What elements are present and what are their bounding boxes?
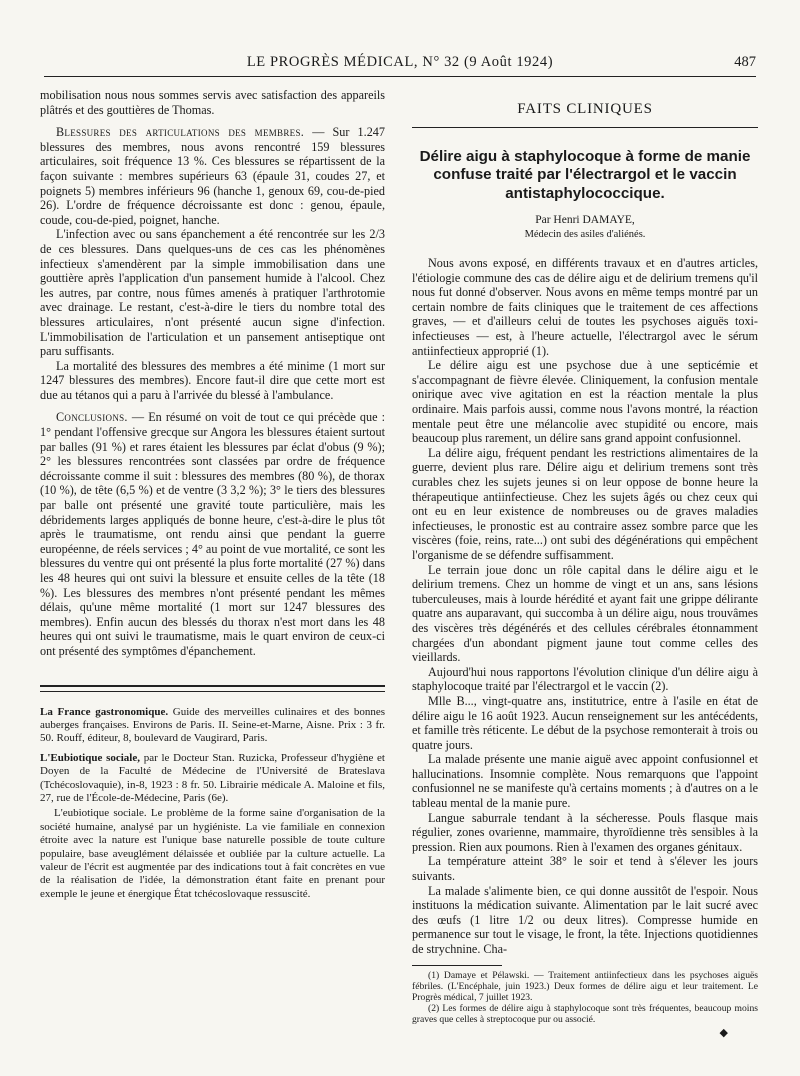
right-column: [412, 88, 758, 1040]
article-paragraph: Mlle B..., vingt-quatre ans, institutrice, entre à l'asile en état de délire aigu le 16 août 1923. Aucun renseignement sur les antécédents, et famille très réticente. Le début de la psychose remonterait à trois ou quatre jours.: [412, 693, 758, 752]
footnotes: [412, 970, 758, 1026]
paragraph-conclusions: Conclusions. — En résumé on voit de tout ce qui précède que : 1° pendant l'offensive grecque sur Angora les blessures étaient surtout par balles (91 %) et rares étaient les blessures par éclat d'obus (9 %); 2° les blessures rencontrées sont classées par ordre de fréquence décroissante comme il suit : blessures des membres (80 %), de thorax (10 %), de tête (6,5 %) et de ventre (3 3,2 %); 3° le tiers des blessures par balle ont présenté une gravité toute particulière, mais les débridements larges appliqués de bonne heure, c'est-à-dire le plus tôt après le traumatisme, ont rendu ainsi que pendant la guerre européenne, de réels services ; 4° au point de vue mortalité, ce sont les blessures du ventre qui ont présenté la plus forte mortalité (27 %) dans les 48 heures qui ont suivi la blessure et ensuite celles de la tête (18 %). Les blessures des membres n'ont présenté pendant les mêmes délais, qu'une même mortalité (1 mort sur 1247 blessures des membres). Enfin aucun des blessés du thorax n'est mort dans les 48 heures qui ont suivi le traumatisme, mais le quart environ de ceux-ci ont présenté des symptômes d'épanchement.: [40, 410, 385, 658]
running-header: [44, 52, 756, 77]
article-paragraph: Nous avons exposé, en différents travaux et en d'autres articles, l'étiologie commune des cas de délire aigu et de delirium tremens qu'il nous fut donné d'observer. Nous avons en même temps montré par un certain nombre de faits cliniques que le traitement de ces affections graves, — et d'ailleurs celui de toutes les psychoses aiguës toxi-infectieuses — est, à l'heure actuelle, l'électrargol avec le sérum antiinfectieux approprié (1).: [412, 256, 758, 358]
section-heading-conclusions: Conclusions.: [56, 410, 128, 425]
article-paragraph: La température atteint 38° le soir et tend à s'élever les jours suivants.: [412, 854, 758, 884]
paragraph-infection: L'infection avec ou sans épanchement a été rencontrée sur les 2/3 de ces blessures. Dans quelques-uns de ces cas les phénomènes infectieux s'amendèrent par la simple immobilisation dans une gouttière après l'application d'un pansement humide à l'alcool. Chez les autres, par contre, nous fûmes amenés à pratiquer l'arthrotomie avec drainage. Le restant, c'est-à-dire le tiers du nombre total des blessures articulaires, n'ont présenté aucun signe d'infection. L'immobilisation de l'articulation et un pansement antiseptique ont paru suffisants.: [40, 227, 385, 359]
author-affiliation: Médecin des asiles d'aliénés.: [524, 229, 646, 241]
footnote-2: (2) Les formes de délire aigu à staphylocoque sont très fréquentes, beaucoup moins graves que celles à streptocoque pur ou associé.: [412, 1003, 758, 1026]
page-number: 487: [734, 54, 756, 70]
paragraph-mobilisation: mobilisation nous nous sommes servis avec satisfaction des appareils plâtrés et des gouttières de Thomas.: [40, 88, 385, 117]
bibliography-section: [40, 706, 385, 902]
footnote-1: (1) Damaye et Pélawski. — Traitement antiinfectieux dans les psychoses aiguës fébriles. (L'Encéphale, juin 1923.) Deux formes de délire aigu et leur traitement. Le Progrès médical, 7 juillet 1923.: [412, 969, 758, 1003]
double-rule-divider: [40, 685, 385, 692]
left-column: [40, 88, 385, 907]
book-notice-eubiotique: L'Eubiotique sociale, par le Docteur Stan. Ruzicka, Professeur d'hygiène et Doyen de la Faculté de Médecine de l'Université de Brateslava (Tchécoslovaquie), in-8, 1923 : 8 fr. 50. Librairie médicale A. Maloine et fils, 27, rue de l'École-de-Médecine, Paris (6e).: [40, 751, 385, 804]
article-paragraph: La malade présente une manie aiguë avec appoint confusionnel et hallucinations. Insomnie complète. Nous remarquons que l'appoint confusionnel ne se manifeste qu'à certains moments ; à d'autres on a le tableau mental de la manie pure.: [412, 752, 758, 811]
article-title: Délire aigu à staphylocoque à forme de manie confuse traité par l'électrargol et le vaccin antistaphylococcique.: [419, 147, 751, 202]
book-review-eubiotique: L'eubiotique sociale. Le problème de la forme saine d'organisation de la société humaine, analysé par un hygiéniste. La vie familiale en connexion étroite avec la nature est l'unique base naturelle possible de toute culture populaire, base aveuglément délaissée et oubliée par la culture actuelle. La valeur de l'écrit est augmentée par des indications tout à fait concrètes en vue de la réalisation de l'idée, la démonstration étant faite en prenant pour exemple le jeune et énergique État tchécoslovaque ressuscité.: [40, 807, 385, 900]
section-title: FAITS CLINIQUES: [412, 102, 758, 128]
footnote-rule: [412, 965, 502, 966]
section-heading-articulations: Blessures des articulations des membres.: [56, 125, 305, 140]
paragraph-mortalite: La mortalité des blessures des membres a été minime (1 mort sur 1247 blessures des membres). Encore faut-il dire que cette mort est due au tétanos qui a paru à l'arrivée du blessé à l'ambulance.: [40, 358, 385, 402]
journal-title: LE PROGRÈS MÉDICAL, N° 32 (9 Août 1924): [246, 54, 554, 70]
paragraph-articulations: Blessures des articulations des membres. — Sur 1.247 blessures des membres, nous avons rencontré 159 blessures articulaires, soit fréquence 13 %. Ces blessures se répartissent de la façon suivante : membres supérieurs 63 (épaule 31, coudes 27, et poignets 5) membres inférieurs 96 (hanche 1, genoux 69, cou-de-pied 26). L'ordre de fréquence décroissante est donc : genou, épaule, coude, cou-de-pied, poignet, hanche.: [40, 125, 385, 227]
article-paragraph: Aujourd'hui nous rapportons l'évolution clinique d'un délire aigu à staphylocoque traité par l'électrargol et le vaccin (2).: [412, 664, 758, 694]
article-paragraph: La délire aigu, fréquent pendant les restrictions alimentaires de la guerre, devient plus rare. Délire aigu et delirium tremens sont très curables chez les sujets jeunes si on leur oppose de bonne heure la thérapeutique antiinfectieuse. Chez les sujets âgés ou chez ceux qui ont eu en leur existence de nombreuses ou de graves maladies infectieuses, le pronostic est au contraire assez sombre parce que les viscères (foie, reins, rate...) ont subi des dégénérations qui empêchent l'organisme de se défendre suffisamment.: [412, 445, 758, 562]
author-byline: Par Henri DAMAYE,: [535, 214, 635, 227]
ornament-icon: ◆: [719, 1026, 728, 1039]
article-paragraph: Langue saburrale tendant à la sécheresse. Pouls flasque mais régulier, zones ovarienne, mammaire, thyroïdienne très sensibles à la pression. Rien aux poumons. Rien à l'examen des organes génitaux.: [412, 810, 758, 854]
article-paragraph: Le terrain joue donc un rôle capital dans le délire aigu et le delirium tremens. Chez un homme de vingt et un ans, sans lésions tuberculeuses, mais à lourde hérédité et ayant fait une grippe délirante quatre ans auparavant, qui succomba à un délire aigu, nous trouvâmes des viscères très dégénérés et des cellules cérébrales étonnamment chargées d'un abondant pigment jaune tout comme celles des vieillards.: [412, 562, 758, 665]
article-paragraph: Le délire aigu est une psychose due à une septicémie et s'accompagnant de fièvre élevée. Cliniquement, la confusion mentale onirique avec vive agitation en est la réaction mentale la plus ordinaire. Mais parfois aussi, comme nous l'avons montré, la réaction mentale peut être une mélancolie avec stupidité ou encore, mais beaucoup plus rarement, un délire sans grand appoint confusionnel.: [412, 358, 758, 446]
article-paragraph: La malade s'alimente bien, ce qui donne aussitôt de l'espoir. Nous instituons la médication suivante. Alimentation par le lait sucré avec des œufs (1 litre 1/2 ou deux litres). Compresse humide en permanence sur tout le visage, le front, la tête. Injections quotidiennes de strychnine. Cha-: [412, 883, 758, 956]
book-notice-france-gastronomique: La France gastronomique. Guide des merveilles culinaires et des bonnes auberges françaises. Environs de Paris. II. Seine-et-Marne, Aisne. Prix : 3 fr. 50. Rouff, éditeur, 8, boulevard de Vaugirard, Paris.: [40, 705, 385, 745]
